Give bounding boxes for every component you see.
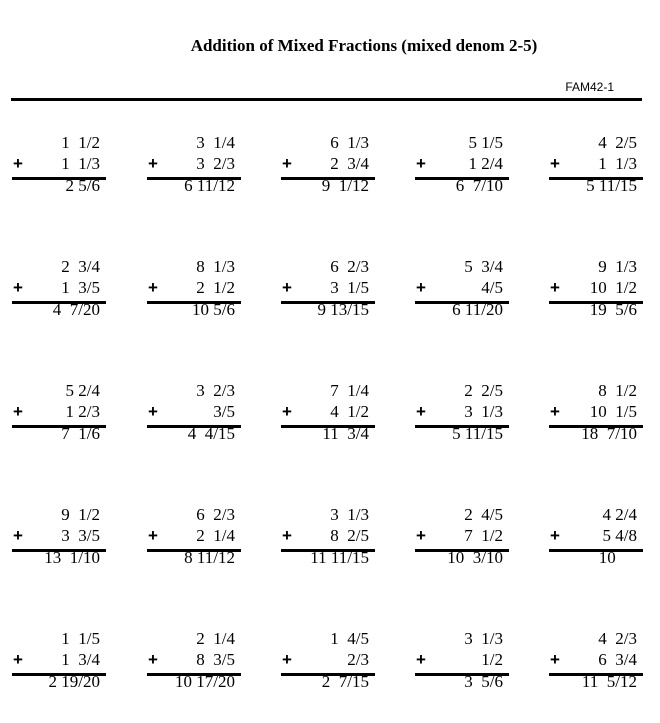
answer: 5 11/15 — [586, 176, 637, 195]
plus-sign: + — [148, 278, 158, 297]
answer: 11 5/12 — [581, 672, 637, 691]
problem-1-4 — [415, 133, 509, 203]
answer: 6 7/10 — [455, 176, 503, 195]
addend-top: 5 1/5 — [468, 133, 503, 152]
problem-3-5 — [549, 381, 643, 451]
addend-bottom: 2 1/4 — [196, 526, 235, 545]
problem-1-1 — [12, 133, 106, 203]
addend-bottom: 2 3/4 — [330, 154, 369, 173]
addend-bottom: 7 1/2 — [464, 526, 503, 545]
addend-bottom: 3 2/3 — [196, 154, 235, 173]
addend-top: 2 2/5 — [464, 381, 503, 400]
answer: 10 — [598, 548, 637, 567]
plus-sign: + — [282, 650, 292, 669]
plus-sign: + — [148, 402, 158, 421]
addend-top: 8 1/3 — [196, 257, 235, 276]
addend-top: 8 1/2 — [598, 381, 637, 400]
addend-bottom: 3 3/5 — [61, 526, 100, 545]
problem-2-3 — [281, 257, 375, 327]
problem-5-1 — [12, 629, 106, 699]
answer: 10 17/20 — [175, 672, 235, 691]
plus-sign: + — [550, 402, 560, 421]
plus-sign: + — [13, 154, 23, 173]
answer: 6 11/20 — [452, 300, 503, 319]
addend-top: 4 2/3 — [598, 629, 637, 648]
addend-top: 3 1/3 — [330, 505, 369, 524]
addend-top: 1 1/2 — [61, 133, 100, 152]
addend-top: 3 1/3 — [464, 629, 503, 648]
worksheet-code: FAM42-1 — [565, 80, 614, 94]
problem-1-5 — [549, 133, 643, 203]
addend-bottom: 10 1/5 — [589, 402, 637, 421]
addend-top: 3 2/3 — [196, 381, 235, 400]
plus-sign: + — [416, 526, 426, 545]
problem-2-2 — [147, 257, 241, 327]
addend-bottom: 3 1/5 — [330, 278, 369, 297]
plus-sign: + — [148, 526, 158, 545]
plus-sign: + — [416, 154, 426, 173]
addend-top: 7 1/4 — [330, 381, 369, 400]
addend-top: 2 1/4 — [196, 629, 235, 648]
answer: 11 3/4 — [322, 424, 369, 443]
answer: 8 11/12 — [184, 548, 235, 567]
plus-sign: + — [148, 650, 158, 669]
addend-bottom: 4 1/2 — [330, 402, 369, 421]
addend-top: 9 1/2 — [61, 505, 100, 524]
problem-4-2 — [147, 505, 241, 575]
addend-bottom: 1 1/3 — [598, 154, 637, 173]
plus-sign: + — [282, 278, 292, 297]
addend-top: 6 2/3 — [196, 505, 235, 524]
addend-bottom: 4/5 — [481, 278, 503, 297]
addend-bottom: 1 3/4 — [61, 650, 100, 669]
answer: 19 5/6 — [589, 300, 637, 319]
addend-bottom: 10 1/2 — [589, 278, 637, 297]
addend-top: 6 1/3 — [330, 133, 369, 152]
plus-sign: + — [550, 278, 560, 297]
problem-3-2 — [147, 381, 241, 451]
plus-sign: + — [416, 278, 426, 297]
problem-4-1 — [12, 505, 106, 575]
plus-sign: + — [550, 526, 560, 545]
problem-1-3 — [281, 133, 375, 203]
addend-top: 1 4/5 — [330, 629, 369, 648]
addend-bottom: 1 2/4 — [468, 154, 503, 173]
addend-bottom: 2 1/2 — [196, 278, 235, 297]
addend-bottom: 6 3/4 — [598, 650, 637, 669]
answer: 7 1/6 — [61, 424, 100, 443]
plus-sign: + — [416, 650, 426, 669]
addend-top: 4 2/4 — [602, 505, 637, 524]
answer: 9 1/12 — [321, 176, 369, 195]
plus-sign: + — [282, 154, 292, 173]
answer: 5 11/15 — [452, 424, 503, 443]
addend-top: 6 2/3 — [330, 257, 369, 276]
problem-1-2 — [147, 133, 241, 203]
answer: 10 3/10 — [447, 548, 503, 567]
plus-sign: + — [13, 650, 23, 669]
addend-top: 9 1/3 — [598, 257, 637, 276]
addend-top: 2 3/4 — [61, 257, 100, 276]
header-divider — [11, 98, 642, 101]
plus-sign: + — [282, 402, 292, 421]
answer: 4 4/15 — [187, 424, 235, 443]
problem-3-4 — [415, 381, 509, 451]
problem-2-1 — [12, 257, 106, 327]
problem-4-4 — [415, 505, 509, 575]
addend-bottom: 3/5 — [213, 402, 235, 421]
answer: 10 5/6 — [192, 300, 235, 319]
answer: 11 11/15 — [310, 548, 369, 567]
problem-3-1 — [12, 381, 106, 451]
addend-top: 5 2/4 — [65, 381, 100, 400]
answer: 9 13/15 — [317, 300, 369, 319]
problem-5-4 — [415, 629, 509, 699]
plus-sign: + — [550, 154, 560, 173]
addend-top: 2 4/5 — [464, 505, 503, 524]
addend-bottom: 1 1/3 — [61, 154, 100, 173]
answer: 2 7/15 — [321, 672, 369, 691]
addend-bottom: 8 2/5 — [330, 526, 369, 545]
addend-top: 5 3/4 — [464, 257, 503, 276]
problem-5-5 — [549, 629, 643, 699]
answer: 2 19/20 — [48, 672, 100, 691]
plus-sign: + — [13, 278, 23, 297]
plus-sign: + — [282, 526, 292, 545]
answer: 3 5/6 — [464, 672, 503, 691]
addend-bottom: 5 4/8 — [602, 526, 637, 545]
answer: 18 7/10 — [581, 424, 637, 443]
addend-top: 4 2/5 — [598, 133, 637, 152]
problem-2-5 — [549, 257, 643, 327]
problem-5-3 — [281, 629, 375, 699]
addend-top: 3 1/4 — [196, 133, 235, 152]
plus-sign: + — [13, 402, 23, 421]
addend-bottom: 1/2 — [481, 650, 503, 669]
addend-bottom: 1 3/5 — [61, 278, 100, 297]
addend-bottom: 2/3 — [347, 650, 369, 669]
addend-bottom: 1 2/3 — [65, 402, 100, 421]
plus-sign: + — [550, 650, 560, 669]
plus-sign: + — [416, 402, 426, 421]
problem-4-3 — [281, 505, 375, 575]
worksheet-title: Addition of Mixed Fractions (mixed denom 2-5) — [190, 36, 538, 55]
addend-bottom: 3 1/3 — [464, 402, 503, 421]
addend-top: 1 1/5 — [61, 629, 100, 648]
answer: 4 7/20 — [52, 300, 100, 319]
plus-sign: + — [13, 526, 23, 545]
problem-5-2 — [147, 629, 241, 699]
addend-bottom: 8 3/5 — [196, 650, 235, 669]
answer: 13 1/10 — [44, 548, 100, 567]
problem-2-4 — [415, 257, 509, 327]
problem-3-3 — [281, 381, 375, 451]
plus-sign: + — [148, 154, 158, 173]
answer: 6 11/12 — [184, 176, 235, 195]
answer: 2 5/6 — [65, 176, 100, 195]
problem-4-5 — [549, 505, 643, 575]
